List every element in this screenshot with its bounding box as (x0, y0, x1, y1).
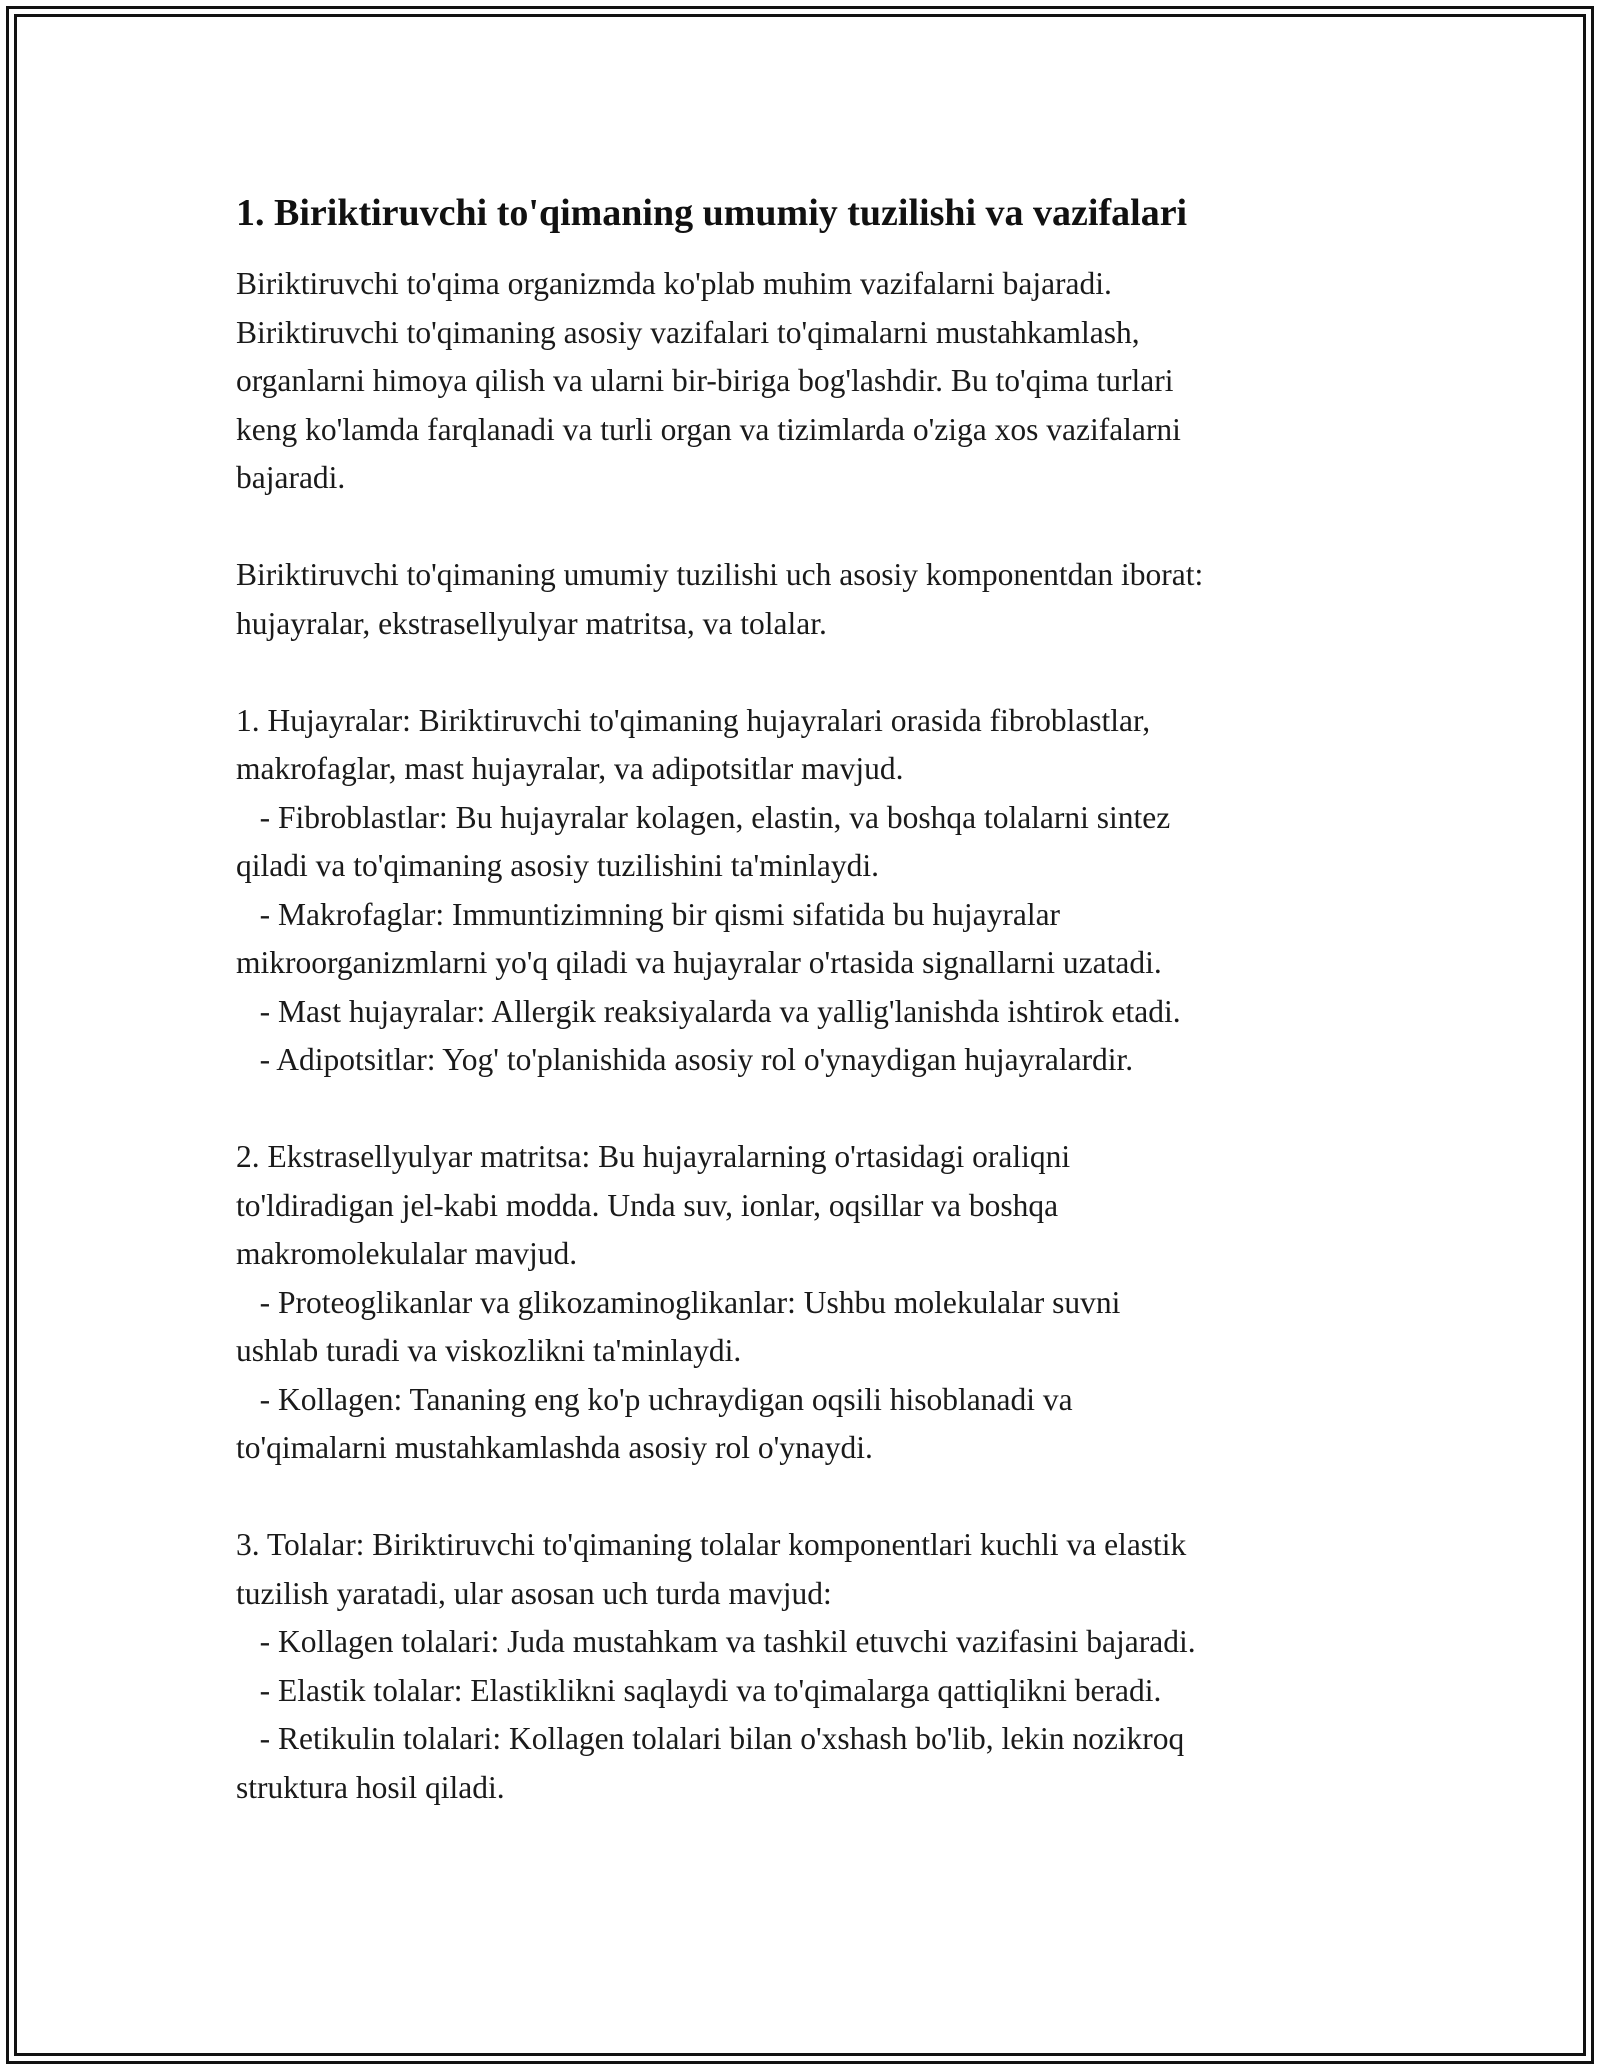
document-heading: 1. Biriktiruvchi to'qimaning umumiy tuzilishi va vazifalari (236, 192, 1188, 234)
document-body: Biriktiruvchi to'qima organizmda ko'plab muhim vazifalarni bajaradi. Biriktiruvchi to'qimaning asosiy vazifalari to'qimalarni mustahkamlash, organlarni himoya qilish va ularni bir-biriga bog'lashdir. Bu to'qima turlari keng ko'lamda farqlanadi va turli organ va tizimlarda o'ziga xos vazifalarni bajaradi. Biriktiruvchi to'qimaning umumiy tuzilishi uch asosiy komponentdan iborat: hujayralar, ekstrasellyulyar matritsa, va tolalar. 1. Hujayralar: Biriktiruvchi to'qimaning hujayralari orasida fibroblastlar, makrofaglar, mast hujayralar, va adipotsitlar mavjud. - Fibroblastlar: Bu hujayralar kolagen, elastin, va boshqa tolalarni sintez qiladi va to'qimaning asosiy tuzilishini ta'minlaydi. - Makrofaglar: Immuntizimning bir qismi sifatida bu hujayralar mikroorganizmlarni yo'q qiladi va hujayralar o'rtasida signallarni uzatadi. - Mast hujayralar: Allergik reaksiyalarda va yallig'lanishda ishtirok etadi. - Adipotsitlar: Yog' to'planishida asosiy rol o'ynaydigan hujayralardir. 2. Ekstrasellyulyar matritsa: Bu hujayralarning o'rtasidagi oraliqni to'ldiradigan jel-kabi modda. Unda suv, ionlar, oqsillar va boshqa makromolekulalar mavjud. - Proteoglikanlar va glikozaminoglikanlar: Ushbu molekulalar suvni ushlab turadi va viskozlikni ta'minlaydi. - Kollagen: Tananing eng ko'p uchraydigan oqsili hisoblanadi va to'qimalarni mustahkamlashda asosiy rol o'ynaydi. 3. Tolalar: Biriktiruvchi to'qimaning tolalar komponentlari kuchli va elastik tuzilish yaratadi, ular asosan uch turda mavjud: - Kollagen tolalari: Juda mustahkam va tashkil etuvchi vazifasini bajaradi. - Elastik tolalar: Elastiklikni saqlaydi va to'qimalarga qattiqlikni beradi. - Retikulin tolalari: Kollagen tolalari bilan o'xshash bo'lib, lekin nozikroq struktura hosil qiladi. (236, 266, 1204, 1805)
document-content (236, 186, 1396, 1812)
